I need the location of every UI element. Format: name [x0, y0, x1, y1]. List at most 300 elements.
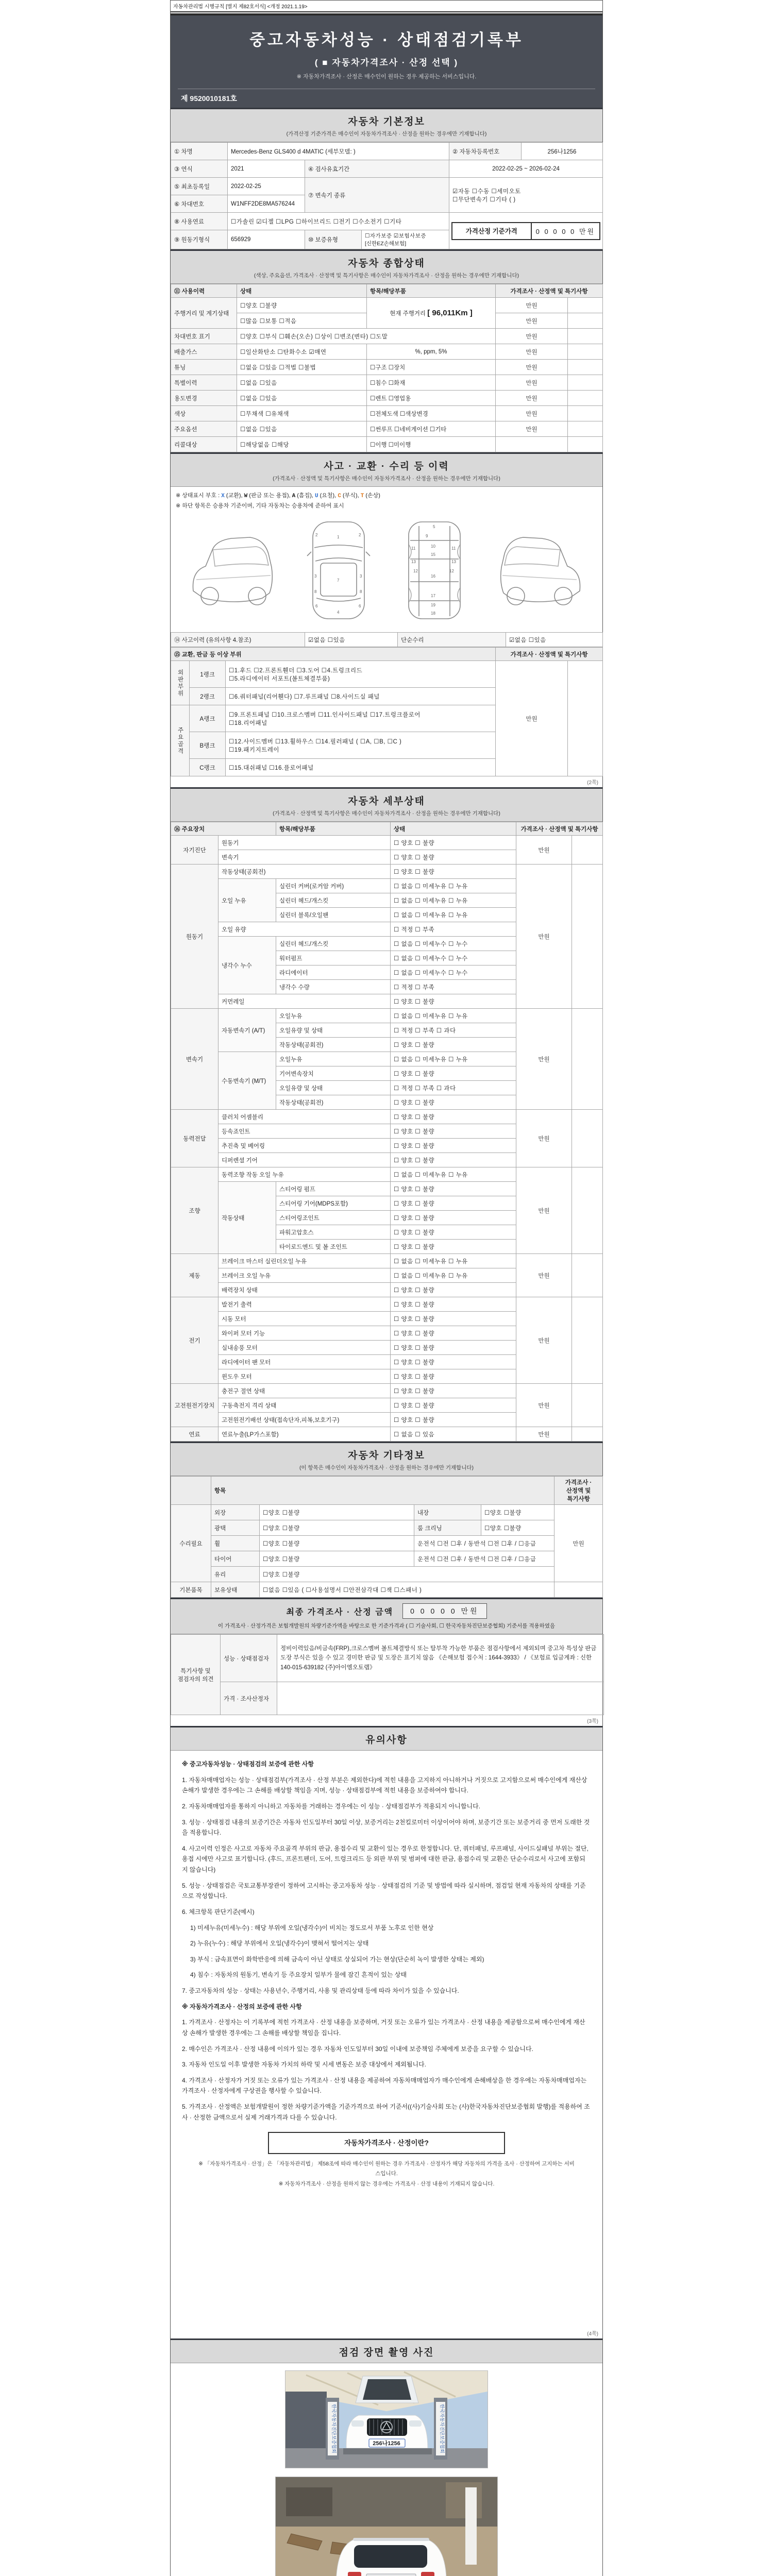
item-cell: 작동상태(공회전)	[219, 865, 391, 879]
state-cell: ☐양호 ☐불량	[260, 1551, 414, 1567]
column-header: 가격조사 · 산정액 및 특기사항	[496, 284, 603, 298]
column-header: ⑮ 교환, 판금 등 이상 부위	[171, 648, 496, 661]
rank-items	[226, 732, 496, 759]
price-cell: 만원	[516, 1427, 572, 1442]
svg-text:11: 11	[411, 546, 416, 551]
device-group: 조향	[171, 1167, 219, 1254]
row-label: 리콜대상	[171, 437, 237, 452]
state-cell: ☐ 양호 ☐ 불량	[391, 1139, 516, 1153]
section-overall-status	[171, 249, 602, 284]
final-price-label: 최종 가격조사 · 산정 금액	[286, 1607, 394, 1617]
price-cell: 만원	[516, 1297, 572, 1384]
rank-label: C랭크	[190, 759, 226, 776]
price-cell: 만원	[496, 421, 568, 437]
state-cell: ☐ 없음 ☐ 미세누수 ☐ 누수	[391, 951, 516, 965]
column-header: 항목	[211, 1477, 554, 1505]
item-cell: 파워고압호스	[276, 1225, 391, 1240]
rank2-items: ☐6.쿼터패널(리어휀다) ☐7.루프패널 ☐8.사이드실 패널	[226, 688, 496, 705]
item-cell: 디퍼렌셜 기어	[219, 1153, 391, 1167]
section-note: (색상, 주요옵션, 가격조사 · 산정액 및 특기사항은 매수인이 자동차가격조사 · 산정을 원하는 경우에만 기재합니다)	[254, 273, 519, 279]
plate-number-value: 256나1256	[522, 143, 603, 160]
field-label: ① 차명	[171, 143, 228, 160]
field-label: ⑨ 원동기형식	[171, 230, 228, 249]
legend-text: (요철),	[318, 493, 338, 499]
section-detail-status	[171, 787, 602, 822]
svg-text:2: 2	[315, 533, 318, 537]
price-cell: 만원	[516, 1110, 572, 1167]
appraiser-label: 가격 · 조사산정자	[221, 1682, 277, 1715]
state-cell: ☐양호 ☐불량	[237, 298, 367, 313]
notice-heading: ※ 자동차가격조사 · 산정의 보증에 관한 사항	[182, 2003, 302, 2010]
item-cell: 스티어링조인트	[276, 1211, 391, 1225]
row-label: 내장	[414, 1505, 481, 1520]
price-cell: 만원	[496, 313, 568, 329]
etc-info-table	[171, 1476, 603, 1598]
item-cell: 실린더 블록/오일팬	[276, 908, 391, 922]
column-header: 상태	[391, 822, 516, 836]
state-cell: ☐ 양호 ☐ 불량	[391, 1341, 516, 1355]
car-name-value: Mercedes-Benz GLS400 d 4MATIC (세부모델: )	[228, 143, 449, 160]
state-cell: ☐ 양호 ☐ 불량	[391, 1211, 516, 1225]
svg-text:4: 4	[337, 610, 340, 615]
price-cell: 만원	[496, 661, 568, 776]
memo-cell	[568, 298, 603, 313]
state-cell: ☐ 없음 ☐ 미세누유 ☐ 누유	[391, 879, 516, 893]
state-cell: ☐ 양호 ☐ 불량	[391, 1196, 516, 1211]
state-cell: ☐ 양호 ☐ 불량	[391, 865, 516, 879]
svg-text:5: 5	[432, 524, 435, 529]
item-cell: 스티어링 기어(MDPS포함)	[276, 1196, 391, 1211]
item-cell: ☐썬루프 ☐네비게이션 ☐기타	[367, 421, 496, 437]
rank-label: B랭크	[190, 732, 226, 759]
item-cell: ☐구조 ☐장치	[367, 360, 496, 375]
status-symbol-legend	[171, 487, 602, 511]
notice-item: 5. 성능 · 상태점검은 국토교통부장관이 정하여 고시하는 중고자동차 성능 · 상태점검의 기준 및 방법에 따라 실시하며, 점검일 현재 자동차의 상태를 기준으로 작성합니다.	[182, 1882, 586, 1900]
field-label: ⑩ 보증유형	[305, 230, 362, 249]
rankB-items-line1: ☐12.사이드멤버 ☐13.휠하우스 ☐14.필러패널 ( ☐A, ☐B, ☐C )	[229, 738, 402, 745]
item-cell: 기어변속장치	[276, 1066, 391, 1081]
notice-item: 4. 사고이력 인정은 사고로 자동차 주요골격 부위의 판금, 용접수리 및 교환이 있는 경우로 한정합니다. 단, 쿼터패널, 루프패널, 사이드실패널 부위는 절단, 용접 시에만 사고로 표기합니다. (후드, 프론트펜더, 도어, 트렁크리드 등 외판 부위 및 범퍼에 대한 판금, 용접수리 및 교환은 단순수리로서 사고에 포함되지 않습니다)	[182, 1844, 589, 1873]
rankB-items-line2: ☐19.패키지트레이	[229, 747, 279, 753]
svg-text:10: 10	[430, 544, 435, 549]
item-cell: 변속기	[219, 850, 391, 865]
legend-text: (흠집),	[295, 493, 315, 499]
price-appraisal-definition-box: 자동차가격조사 · 산정이란?	[268, 2132, 505, 2154]
item-cell: ☐침수 ☐화재	[367, 375, 496, 391]
svg-text:3: 3	[314, 574, 317, 579]
state-cell: ☐ 양호 ☐ 불량	[391, 1312, 516, 1326]
price-cell: 만원	[496, 329, 568, 344]
page-marker: (2쪽)	[587, 780, 598, 786]
fuel-options: ☐가솔린 ☑디젤 ☐LPG ☐하이브리드 ☐전기 ☐수소전기 ☐기타	[228, 213, 449, 230]
memo-cell	[572, 1167, 603, 1254]
document-title: 중고자동차성능 · 상태점검기록부	[249, 31, 524, 49]
report-number: 제 9520010181호	[178, 89, 595, 108]
state-cell: ☐ 적정 ☐ 부족	[391, 980, 516, 994]
state-cell: ☐ 양호 ☐ 불량	[391, 1110, 516, 1124]
item-cell: ☐렌트 ☐영업용	[367, 391, 496, 406]
notice-item: 2. 매수인은 가격조사 · 산정 내용에 이의가 있는 경우 자동차 인도일부터 30일 이내에 보증책임 주체에게 보증을 요구할 수 있습니다.	[182, 2045, 533, 2053]
accident-flag-table	[171, 632, 603, 647]
memo-cell	[572, 1254, 603, 1297]
memo-cell	[572, 1427, 603, 1442]
state-cell: ☐ 양호 ☐ 불량	[391, 1355, 516, 1369]
field-label: ⑤ 최초등록일	[171, 178, 228, 195]
rankA-items-line1: ☐9.프론트패널 ☐10.크로스멤버 ☐11.인사이드패널 ☐17.트렁크플로어	[229, 711, 421, 718]
column-header: ⑪ 사용이력	[171, 284, 237, 298]
section-title: 유의사항	[365, 1735, 408, 1745]
notice-item: 7. 중고자동차의 성능 · 상태는 사용년수, 주행거리, 사용 및 관리상태 등에 따라 차이가 있을 수 있습니다.	[182, 1987, 459, 1994]
car-damage-diagrams	[171, 511, 602, 632]
row-label: 타이어	[211, 1551, 260, 1567]
notice-item: 5. 가격조사 · 산정액은 보험개발원이 정한 차량기준가액을 기준가격으로 하여 기준서((사)기술사회 또는 (사)한국자동차진단보증협회 발행)를 적용하여 조사 · 산정한 금액으로서 실제 거래가격과 다를 수 있습니다.	[182, 2103, 590, 2121]
memo-cell	[572, 1384, 603, 1427]
row-label: 튜닝	[171, 360, 237, 375]
price-cell: 만원	[516, 865, 572, 1009]
svg-text:11: 11	[451, 546, 456, 551]
memo-cell	[568, 437, 603, 452]
page-marker: (4쪽)	[587, 2331, 598, 2337]
state-cell: ☐양호 ☐불량	[260, 1536, 414, 1551]
state-cell: ☐ 양호 ☐ 불량	[391, 1297, 516, 1312]
simple-repair-state: ☑없음 ☐있음	[506, 633, 603, 647]
price-cell: 만원	[516, 1009, 572, 1110]
warranty-type-value	[362, 230, 449, 249]
lift-banner-text: 한국자동차진단보증협회	[331, 2404, 337, 2453]
state-cell: ☐없음 ☐있음	[237, 421, 367, 437]
symbol-x: X	[221, 493, 225, 499]
item-cell: 발전기 출력	[219, 1297, 391, 1312]
device-group: 자기진단	[171, 836, 219, 865]
sub-group: 자동변속기 (A/T)	[219, 1009, 276, 1052]
inspector-opinion-text: 정비이력있음/비금속(FRP),크로스멤버 볼트체결방식 또는 탈부착 가능한 부품은 점검사항에서 제외되며 중고차 특성상 판금 도장 부식은 있을 수 있고 경미한 판금 및 도장은 표기치 않음 《손해보험 접수처 : 1644-3933》 / 《보험료 입금계좌 : 신한 140-015-639182 (주)아이엠오토랩》	[277, 1635, 604, 1682]
item-cell: 라디에이터	[276, 965, 391, 980]
state-cell: ☐ 양호 ☐ 불량	[391, 1326, 516, 1341]
base-price-cell	[449, 213, 603, 249]
state-cell: ☐ 없음 ☐ 미세누수 ☐ 누수	[391, 965, 516, 980]
mileage-label: 현재 주행거리	[390, 311, 426, 317]
item-cell: 오일누유	[276, 1052, 391, 1066]
memo-cell	[572, 1110, 603, 1167]
device-group: 제동	[171, 1254, 219, 1297]
price-cell: 만원	[554, 1505, 603, 1582]
legend-text: (교환),	[224, 493, 244, 499]
state-cell: ☐ 양호 ☐ 불량	[391, 1095, 516, 1110]
state-cell: ☐ 양호 ☐ 불량	[391, 1384, 516, 1398]
state-cell: ☐ 양호 ☐ 불량	[391, 1038, 516, 1052]
car-diagram-top-view	[300, 516, 377, 625]
svg-text:6: 6	[315, 604, 318, 608]
inspection-photo-rear	[275, 2477, 498, 2576]
state-cell: ☐ 양호 ☐ 불량	[391, 1240, 516, 1254]
state-cell: ☐해당없음 ☐해당	[237, 437, 367, 452]
inspector-label: 성능 · 상태점검자	[221, 1635, 277, 1682]
item-cell: 실린더 헤드/개스킷	[276, 893, 391, 908]
column-header: 항목/해당부품	[367, 284, 496, 298]
svg-text:1: 1	[337, 535, 340, 539]
column-header: 항목/해당부품	[276, 822, 391, 836]
final-price-note: 이 가격조사 · 산정가격은 보험개발원의 차량기준가액을 바탕으로 한 기준가격과 ( ☐ 기술사회, ☐ 한국자동차진단보증협회) 기준서를 적용하였음	[217, 1623, 556, 1629]
state-cell: ☐없음 ☐있음 ( ☐사용설명서 ☐안전삼각대 ☐잭 ☐스패너 )	[260, 1582, 554, 1598]
price-cell: 만원	[516, 1167, 572, 1254]
row-label: 휠	[211, 1536, 260, 1551]
memo-cell	[572, 1009, 603, 1110]
definition-note: ※ 자동차가격조사 · 산정을 원하지 않는 경우에는 가격조사 · 산정 내용이 기재되지 않습니다.	[278, 2180, 495, 2187]
price-cell: 만원	[496, 375, 568, 391]
warranty-options: ☐자가보증 ☑보험사보증	[365, 233, 427, 239]
overall-status-table	[171, 284, 603, 452]
tire-position-cell: 운전석 ☐전 ☐후 / 동반석 ☐전 ☐후 / ☐응급	[414, 1551, 554, 1567]
item-cell: 워터펌프	[276, 951, 391, 965]
row-label: 색상	[171, 406, 237, 421]
sub-group: 작동상태	[219, 1182, 276, 1254]
device-group: 변속기	[171, 1009, 219, 1110]
memo-cell	[572, 1297, 603, 1384]
model-year-value: 2021	[228, 160, 305, 178]
state-cell: ☐ 양호 ☐ 불량	[391, 1066, 516, 1081]
item-cell: 커먼레일	[219, 994, 391, 1009]
state-cell: ☐ 양호 ☐ 불량	[391, 1398, 516, 1413]
price-cell: 만원	[496, 298, 568, 313]
state-cell: ☐ 양호 ☐ 불량	[391, 1283, 516, 1297]
state-cell: ☐양호 ☐불량	[260, 1567, 554, 1582]
state-cell: ☐ 적정 ☐ 부족 ☐ 과다	[391, 1023, 516, 1038]
state-cell: ☐ 양호 ☐ 불량	[391, 1369, 516, 1384]
item-cell: 냉각수 수량	[276, 980, 391, 994]
transmission-options-line2: ☐무단변속기 ☐기타 ( )	[452, 196, 516, 203]
svg-text:13: 13	[411, 560, 416, 564]
svg-text:12: 12	[413, 569, 418, 573]
item-cell: 연료누출(LP가스포함)	[219, 1427, 391, 1442]
device-group: 원동기	[171, 865, 219, 1009]
rank-label: 1랭크	[190, 661, 226, 688]
item-cell: 라디에이터 팬 모터	[219, 1355, 391, 1369]
svg-text:16: 16	[430, 574, 435, 579]
state-cell: ☐ 없음 ☐ 미세누유 ☐ 누유	[391, 1268, 516, 1283]
opinion-table	[171, 1634, 604, 1715]
item-cell: 충전구 절연 상태	[219, 1384, 391, 1398]
item-cell: 스티어링 펌프	[276, 1182, 391, 1196]
notice-body	[171, 1751, 602, 2328]
symbol-w: W	[244, 493, 248, 499]
svg-text:19: 19	[430, 603, 435, 607]
section-note: (가격산정 기준가격은 매수인이 자동차가격조사 · 산정을 원하는 경우에만 기재합니다)	[286, 131, 487, 137]
notice-subitem: 3) 부식 : 금속표면이 화학반응에 의해 금속이 아닌 상태로 상실되어 가는 현상(단순히 녹이 발생한 상태는 제외)	[190, 1955, 484, 1963]
section-notice	[171, 1726, 602, 1751]
inspection-photo-front	[285, 2370, 488, 2468]
notice-item: 2. 자동차매매업자를 통하지 아니하고 자동차를 거래하는 경우에는 이 성능 · 상태점검부가 적용되지 아니합니다.	[182, 1802, 480, 1810]
engine-type-value: 656929	[228, 230, 305, 249]
item-cell: 시동 모터	[219, 1312, 391, 1326]
item-cell: 실내송풍 모터	[219, 1341, 391, 1355]
row-label: 유리	[211, 1567, 260, 1582]
field-label: ⑦ 변속기 종류	[305, 178, 449, 213]
state-cell: ☐ 없음 ☐ 미세누유 ☐ 누유	[391, 1254, 516, 1268]
item-cell: 실린더 커버(로커암 커버)	[276, 879, 391, 893]
final-price-band	[171, 1598, 602, 1634]
accident-history-label: ⑭ 사고이력 (유의사항 4.참조)	[171, 633, 305, 647]
notice-item: 1. 자동차매매업자는 성능 · 상태점검부(가격조사 · 산정 부분은 제외한다)에 적힌 내용을 고지하지 아니하거나 거짓으로 고지함으로써 매수인에게 재산상 손해가 발생한 경우에는 그 손해를 배상할 책임을 지며, 성능 · 상태점검부에 적힌 내용을 보증하여야 합니다.	[182, 1776, 587, 1794]
exchange-panel-table	[171, 647, 603, 776]
rank-items	[226, 661, 496, 688]
memo-cell	[572, 836, 603, 865]
item-cell: 브레이크 마스터 실린더오일 누유	[219, 1254, 391, 1268]
state-cell: ☐ 양호 ☐ 불량	[391, 1413, 516, 1427]
svg-text:8: 8	[314, 589, 317, 594]
state-cell: ☐ 없음 ☐ 미세누유 ☐ 누유	[391, 908, 516, 922]
document-subtitle-note: ※ 자동차가격조사 · 산정은 매수인이 원하는 경우 제공하는 서비스입니다.	[296, 74, 477, 80]
license-plate-text: 256나1256	[373, 2441, 400, 2447]
rank-label: A랭크	[190, 705, 226, 732]
item-cell: %, ppm, 5%	[367, 344, 496, 360]
svg-text:3: 3	[360, 574, 362, 579]
state-cell: ☐ 없음 ☐ 미세누수 ☐ 누수	[391, 937, 516, 951]
section-accident-history	[171, 452, 602, 487]
field-label: ④ 검사유효기간	[305, 160, 449, 178]
state-cell: ☐일산화탄소 ☐탄화수소 ☑매연	[237, 344, 367, 360]
price-cell: 만원	[496, 360, 568, 375]
detail-status-table	[171, 822, 603, 1442]
rank-items	[226, 705, 496, 732]
memo-cell	[568, 329, 603, 344]
column-header: 가격조사 · 산정액 및 특기사항	[516, 822, 603, 836]
legend-line2: ※ 하단 항목은 승용차 기준이며, 기타 자동차는 승용차에 준하여 표시	[176, 503, 344, 509]
state-cell: ☐ 양호 ☐ 불량	[391, 836, 516, 850]
item-cell: ☐이행 ☐미이행	[367, 437, 496, 452]
section-etc-info	[171, 1442, 602, 1476]
memo-cell	[568, 313, 603, 329]
item-cell: 와이퍼 모터 기능	[219, 1326, 391, 1341]
report-sheet	[170, 0, 603, 2576]
field-label: ② 자동차등록번호	[449, 143, 522, 160]
item-cell: 브레이크 오일 누유	[219, 1268, 391, 1283]
legend-text: (부식),	[341, 493, 361, 499]
car-diagram-rear-quarter	[491, 518, 589, 623]
column-header: 가격조사 · 산정액 및 특기사항	[554, 1477, 603, 1505]
legend-text: (판금 또는 용접),	[247, 493, 292, 499]
field-label: ⑥ 차대번호	[171, 195, 228, 213]
state-cell: ☐양호 ☐불량	[260, 1520, 414, 1536]
document-subtitle: ( ■ 자동차가격조사 · 산정 선택 )	[314, 58, 459, 67]
item-cell: ☐전체도색 ☐색상변경	[367, 406, 496, 421]
row-label: 배출가스	[171, 344, 237, 360]
item-cell: 고전원전기배선 상태(접속단자,피복,보호기구)	[219, 1413, 391, 1427]
price-cell: 만원	[496, 344, 568, 360]
state-cell: ☐양호 ☐부식 ☐훼손(오손) ☐상이 ☐변조(변타) ☐도말	[237, 329, 496, 344]
notice-subitem: 2) 누유(누수) : 해당 부위에서 오일(냉각수)이 맺혀서 떨어지는 상태	[190, 1940, 369, 1947]
item-cell: 배력장치 상태	[219, 1283, 391, 1297]
row-label: 룸 크리닝	[414, 1520, 481, 1536]
sub-group: 오일 누유	[219, 879, 276, 922]
section-title: 자동차 기본정보	[348, 116, 425, 127]
repair-needed-group: 수리필요	[171, 1505, 211, 1582]
rank1-items-line2: ☐5.라디에이터 서포트(볼트체결부품)	[229, 675, 330, 682]
section-inspection-photos	[171, 2338, 602, 2363]
memo-cell	[568, 360, 603, 375]
item-cell: 타이로드엔드 및 볼 조인트	[276, 1240, 391, 1254]
memo-cell	[568, 391, 603, 406]
car-diagram-underbody-view	[396, 516, 473, 625]
symbol-c: C	[338, 493, 341, 499]
notice-heading: ※ 중고자동차성능 · 상태점검의 보증에 관한 사항	[182, 1760, 314, 1768]
column-header: 가격조사 · 산정액 및 특기사항	[496, 648, 603, 661]
first-registration-value: 2022-02-25	[228, 178, 305, 195]
notice-item: 6. 체크항목 판단기준(예시)	[182, 1908, 255, 1916]
item-cell: 동력조향 작동 오일 누유	[219, 1167, 391, 1182]
svg-text:7: 7	[337, 578, 340, 583]
price-cell: 만원	[516, 1384, 572, 1427]
price-cell: 만원	[516, 1254, 572, 1297]
state-cell: ☐ 양호 ☐ 불량	[391, 1124, 516, 1139]
device-group: 동력전달	[171, 1110, 219, 1167]
state-cell: ☐ 양호 ☐ 불량	[391, 850, 516, 865]
row-label: 용도변경	[171, 391, 237, 406]
row-label: 광택	[211, 1520, 260, 1536]
symbol-u: U	[314, 493, 318, 499]
notice-item: 1. 가격조사 · 산정자는 이 기록부에 적힌 가격조사 · 산정 내용을 보증하며, 거짓 또는 오류가 있는 가격조사 · 산정 내용을 제공함으로써 매수인에게 재산상 손해가 발생한 경우에는 그 손해를 배상할 책임을 집니다.	[182, 2019, 585, 2037]
base-price-box	[451, 222, 600, 240]
svg-text:12: 12	[449, 569, 454, 573]
sub-group: 수동변속기 (M/T)	[219, 1052, 276, 1110]
lift-banner-text: 한국자동차진단보증협회	[440, 2404, 445, 2453]
section-basic-info	[171, 108, 602, 142]
item-cell: 구동축전지 격리 상태	[219, 1398, 391, 1413]
transmission-value	[449, 178, 603, 213]
symbol-a: A	[292, 493, 296, 499]
field-label: ③ 연식	[171, 160, 228, 178]
memo-cell	[568, 661, 603, 776]
main-frame-group-label: 주요골격	[171, 705, 190, 776]
item-cell: 오일유량 및 상태	[276, 1023, 391, 1038]
svg-text:18: 18	[430, 611, 435, 616]
svg-text:8: 8	[360, 589, 362, 594]
device-group: 전기	[171, 1297, 219, 1384]
item-cell: 추진축 및 베어링	[219, 1139, 391, 1153]
base-price-label: 가격산정 기준가격	[465, 228, 517, 235]
memo-cell	[572, 865, 603, 1009]
memo-cell	[568, 406, 603, 421]
final-price-value: 0 0 0 0 0 만원	[402, 1603, 486, 1619]
device-group: 연료	[171, 1427, 219, 1442]
item-cell	[367, 298, 496, 329]
notice-item: 4. 가격조사 · 산정자가 거짓 또는 오류가 있는 가격조사 · 산정 내용을 제공하여 자동차매매업자가 매수인에게 손해배상을 한 경우에는 자동차매매업자는 가격조사 · 산정자에게 구상권을 행사할 수 있습니다.	[182, 2076, 587, 2095]
row-label: 보유상태	[211, 1582, 260, 1598]
inspection-photos	[171, 2363, 602, 2576]
divider	[171, 11, 602, 12]
svg-text:17: 17	[430, 594, 435, 598]
outer-panel-group-label: 외판부위	[171, 661, 190, 705]
vin-value: W1NFF2DE8MA576244	[228, 195, 305, 213]
state-cell: ☐많음 ☐보통 ☐적음	[237, 313, 367, 329]
rankC-items: ☐15.대쉬패널 ☐16.플로어패널	[226, 759, 496, 776]
mileage-value: [ 96,011Km ]	[427, 309, 473, 317]
svg-text:15: 15	[430, 552, 435, 557]
svg-text:13: 13	[451, 560, 456, 564]
row-label: 주요옵션	[171, 421, 237, 437]
base-price-value: 0 0 0 0 0 만원	[531, 223, 599, 239]
state-cell: ☐ 적정 ☐ 부족 ☐ 과다	[391, 1081, 516, 1095]
document-header	[171, 15, 602, 108]
column-header	[171, 1477, 211, 1505]
item-cell: 원동기	[219, 836, 391, 850]
item-cell: 클러치 어셈블리	[219, 1110, 391, 1124]
legend-text: (손상)	[364, 493, 380, 499]
page-marker: (3쪽)	[587, 1719, 598, 1724]
section-title: 자동차 기타정보	[348, 1450, 425, 1461]
column-header: ⑯ 주요장치	[171, 822, 276, 836]
rank1-items-line1: ☐1.후드 ☐2.프론트휀더 ☐3.도어 ☐4.트렁크리드	[229, 667, 363, 674]
state-cell: ☐ 적정 ☐ 부족	[391, 922, 516, 937]
